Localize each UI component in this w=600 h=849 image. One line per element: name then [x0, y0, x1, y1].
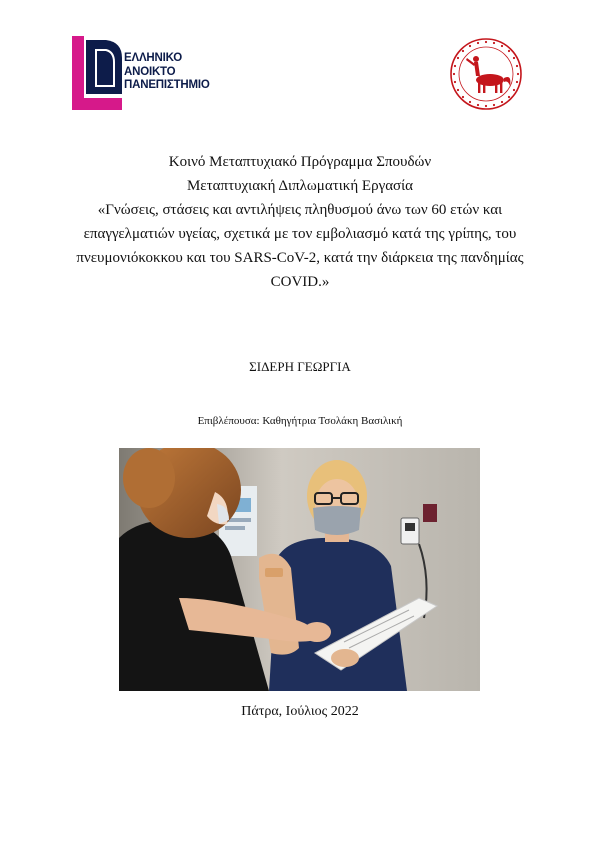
vaccination-photo-icon	[119, 448, 480, 691]
document-type: Μεταπτυχιακή Διπλωματική Εργασία	[186, 178, 414, 194]
supervisor: Επιβλέπουσα: Καθηγήτρια Τσολάκη Βασιλική	[197, 415, 403, 427]
hou-logo-text	[124, 52, 210, 93]
vaccination-photo	[119, 448, 480, 691]
thesis-title: «Γνώσεις, στάσεις και αντιλήψεις πληθυσμού άνω των 60 ετών και επαγγελματιών υγείας, σχετικά με τον εμβολιασμό κατά της γρίπης, του πνευμονιόκοκκου και του SARS-CoV-2, κατά την διάρκεια της πανδημίας COVID.»	[76, 202, 524, 290]
hou-logo-line2: ΑΝΟΙΚΤΟ	[124, 65, 176, 78]
university-of-patras-seal	[440, 36, 532, 112]
author-name: ΣΙΔΕΡΗ ΓΕΩΡΓΙΑ	[249, 359, 351, 374]
hou-logo-line1: ΕΛΛΗΝΙΚΟ	[124, 52, 182, 64]
hellenic-open-university-logo	[72, 36, 222, 110]
centaur-seal-icon	[440, 36, 532, 112]
program-heading	[60, 150, 540, 198]
place-date: Πάτρα, Ιούλιος 2022	[241, 704, 359, 719]
program-name: Κοινό Μεταπτυχιακό Πρόγραμμα Σπουδών	[168, 154, 432, 170]
hou-logo-line3: ΠΑΝΕΠΙΣΤΗΜΙΟ	[124, 79, 210, 91]
hou-emblem-icon	[72, 36, 124, 110]
